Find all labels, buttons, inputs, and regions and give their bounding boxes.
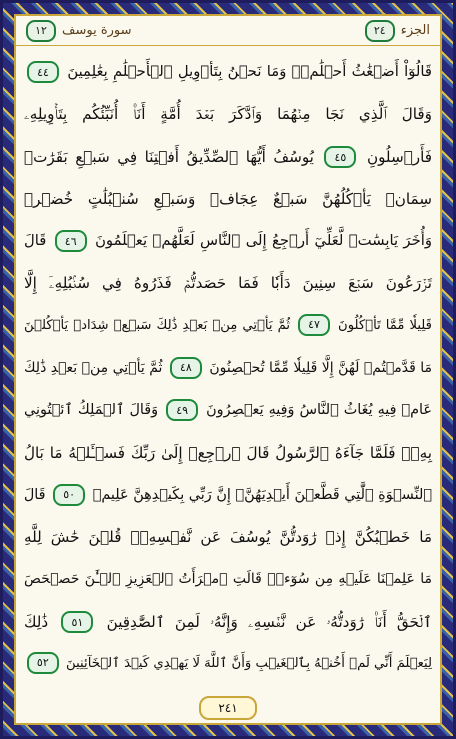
verse-text: ٱلنِّسۡوَةِ ٱلَّٰتِي قَطَّعۡنَ أَيۡدِيَهُنَّۚ إِنَّ رَبِّي بِكَيۡدِهِنَّ عَلِيمٞ — [92, 486, 432, 503]
ayah-number-marker: ٤٥ — [324, 146, 356, 168]
juz-number-badge: ٢٤ — [365, 20, 395, 42]
verse-text: ثُمَّ يَأۡتِي مِنۢ بَعۡدِ ذَٰلِكَ — [24, 359, 163, 376]
text-line — [24, 559, 432, 600]
ayah-number-marker: ٤٧ — [298, 314, 330, 336]
page-header — [16, 16, 440, 46]
text-line — [24, 52, 432, 93]
verse-text: مَا قَدَّمۡتُمۡ لَهُنَّ إِلَّا قَلِيلٗا مِّمَّا تُحۡصِنُونَ — [209, 359, 433, 376]
ayah-number-marker: ٤٨ — [170, 357, 202, 379]
verse-text: قَلِيلٗا مِّمَّا تَأۡكُلُونَ — [338, 317, 432, 333]
verse-text: مَا خَطۡبُكُنَّ إِذۡ رَٰوَدتُّنَّ يُوسُفَ عَن نَّفۡسِهِۦۚ قُلۡنَ حَٰشَ لِلَّهِ — [24, 528, 432, 547]
verse-text: ٱلۡحَقُّ أَنَا۠ رَٰوَدتُّهُۥ عَن نَّفۡسِهِۦ وَإِنَّهُۥ لَمِنَ ٱلصَّٰدِقِينَ — [106, 612, 433, 631]
text-line — [24, 263, 432, 304]
text-line — [24, 644, 432, 685]
text-line — [24, 517, 432, 558]
surah-number-badge: ١٢ — [26, 20, 56, 42]
verse-text: سِمَانٖ يَأۡكُلُهُنَّ سَبۡعٌ عِجَافٞ وَسَبۡعِ سُنۢبُلَٰتٍ خُضۡرٖ — [24, 189, 432, 208]
verse-text: عَامٞ فِيهِ يُغَاثُ ٱلنَّاسُ وَفِيهِ يَعۡصِرُونَ — [206, 402, 432, 419]
text-line — [24, 94, 432, 135]
juz-indicator — [365, 20, 430, 42]
verse-text: قَالَ — [24, 232, 47, 250]
verse-text: قَالَ — [23, 486, 46, 503]
text-line — [24, 348, 432, 389]
text-line — [24, 137, 432, 178]
surah-indicator — [26, 20, 132, 42]
page-frame — [14, 14, 442, 725]
verse-text: وَقَالَ ٱلَّذِي نَجَا مِنۡهُمَا وَٱدَّكَرَ بَعۡدَ أُمَّةٍ أَنَا۠ أُنَبِّئُكُم بِتَأۡوِيلِهِۦ — [24, 105, 432, 124]
juz-label: الجزء — [400, 23, 430, 38]
verse-text: قَالُوٓاْ أَضۡغَٰثُ أَحۡلَٰمٖۖ وَمَا نَحۡنُ بِتَأۡوِيلِ ٱلۡأَحۡلَٰمِ بِعَٰلِمِينَ — [67, 63, 432, 80]
ayah-number-marker: ٤٦ — [55, 230, 87, 252]
ayah-number-marker: ٤٩ — [166, 399, 198, 421]
text-line — [24, 475, 432, 516]
verse-text: وَأُخَرَ يَابِسَٰتٖ لَّعَلِّيٓ أَرۡجِعُ إِلَى ٱلنَّاسِ لَعَلَّهُمۡ يَعۡلَمُونَ — [95, 232, 432, 250]
verse-text: ذَٰلِكَ — [24, 612, 49, 631]
verse-text: وَقَالَ ٱلۡمَلِكُ ٱئۡتُونِي — [24, 402, 159, 419]
surah-name: سورة يوسف — [62, 23, 132, 38]
verse-text: مَا عَلِمۡنَا عَلَيۡهِ مِن سُوٓءٖۚ قَالَتِ ٱمۡرَأَتُ ٱلۡعَزِيزِ ٱلۡـَٰٔنَ حَصۡحَصَ — [24, 571, 432, 588]
verse-text-area — [24, 52, 432, 685]
verse-text: بِهِۦۖ فَلَمَّا جَآءَهُ ٱلرَّسُولُ قَالَ ٱرۡجِعۡ إِلَىٰ رَبِّكَ فَسۡـَٔلۡهُ مَا بَالُ — [24, 443, 432, 462]
verse-text: يُوسُفُ أَيُّهَا ٱلصِّدِّيقُ أَفۡتِنَا فِي سَبۡعِ بَقَرَٰتٖ — [24, 147, 314, 166]
text-line — [24, 602, 432, 643]
verse-text: فَأَرۡسِلُونِ — [366, 147, 433, 166]
text-line — [24, 433, 432, 474]
verse-text: تَزۡرَعُونَ سَبۡعَ سِنِينَ دَأَبٗا فَمَا حَصَدتُّمۡ فَذَرُوهُ فِي سُنۢبُلِهِۦٓ إِلَّا — [24, 274, 432, 293]
ayah-number-marker: ٥٢ — [27, 652, 59, 674]
page-number: ٢٤١ — [199, 696, 257, 720]
text-line — [24, 306, 432, 347]
text-line — [24, 221, 432, 262]
ayah-number-marker: ٥١ — [61, 611, 93, 633]
text-line — [24, 179, 432, 220]
ayah-number-marker: ٥٠ — [53, 484, 85, 506]
text-line — [24, 390, 432, 431]
page-footer — [16, 693, 440, 723]
ayah-number-marker: ٤٤ — [27, 61, 59, 83]
verse-text: لِيَعۡلَمَ أَنِّي لَمۡ أَخُنۡهُ بِٱلۡغَيۡبِ وَأَنَّ ٱللَّهَ لَا يَهۡدِي كَيۡدَ ٱلۡخَآئِنِينَ — [66, 655, 432, 671]
verse-text: ثُمَّ يَأۡتِي مِنۢ بَعۡدِ ذَٰلِكَ سَبۡعٞ شِدَادٞ يَأۡكُلۡنَ — [24, 317, 291, 333]
